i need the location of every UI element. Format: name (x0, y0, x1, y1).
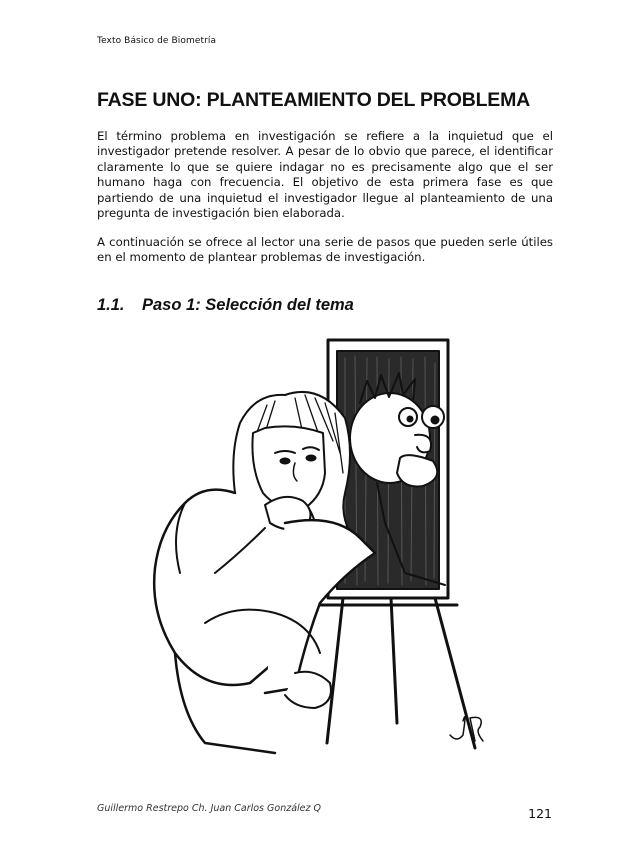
page-number: 121 (528, 806, 552, 821)
footer-authors: Guillermo Restrepo Ch. Juan Carlos González Q (97, 803, 322, 814)
steps-paragraph: A continuación se ofrece al lector una serie de pasos que pueden serle útiles en el momento de plantear problemas de investigación. (97, 235, 553, 265)
intro-paragraph: El término problema en investigación se refiere a la inquietud que el investigador pretende resolver. A pesar de lo obvio que parece, el identificar claramente lo que se quiere indagar no es precisamente algo que el ser humano haga con frecuencia. El objetivo de esta primera fase es que partiendo de una inquietud el investigador llegue al planteamiento de una pregunta de investigación bien elaborada. (97, 129, 553, 221)
running-header: Texto Básico de Biometría (97, 36, 217, 46)
thinking-student (154, 392, 375, 753)
section-heading (97, 296, 354, 315)
easel-legs (320, 598, 475, 748)
chapter-title: FASE UNO: PLANTEAMIENTO DEL PROBLEMA (97, 89, 531, 111)
section-title: Paso 1: Selección del tema (142, 296, 354, 314)
cartoon-illustration (145, 323, 515, 763)
section-number: 1.1. (97, 296, 125, 314)
